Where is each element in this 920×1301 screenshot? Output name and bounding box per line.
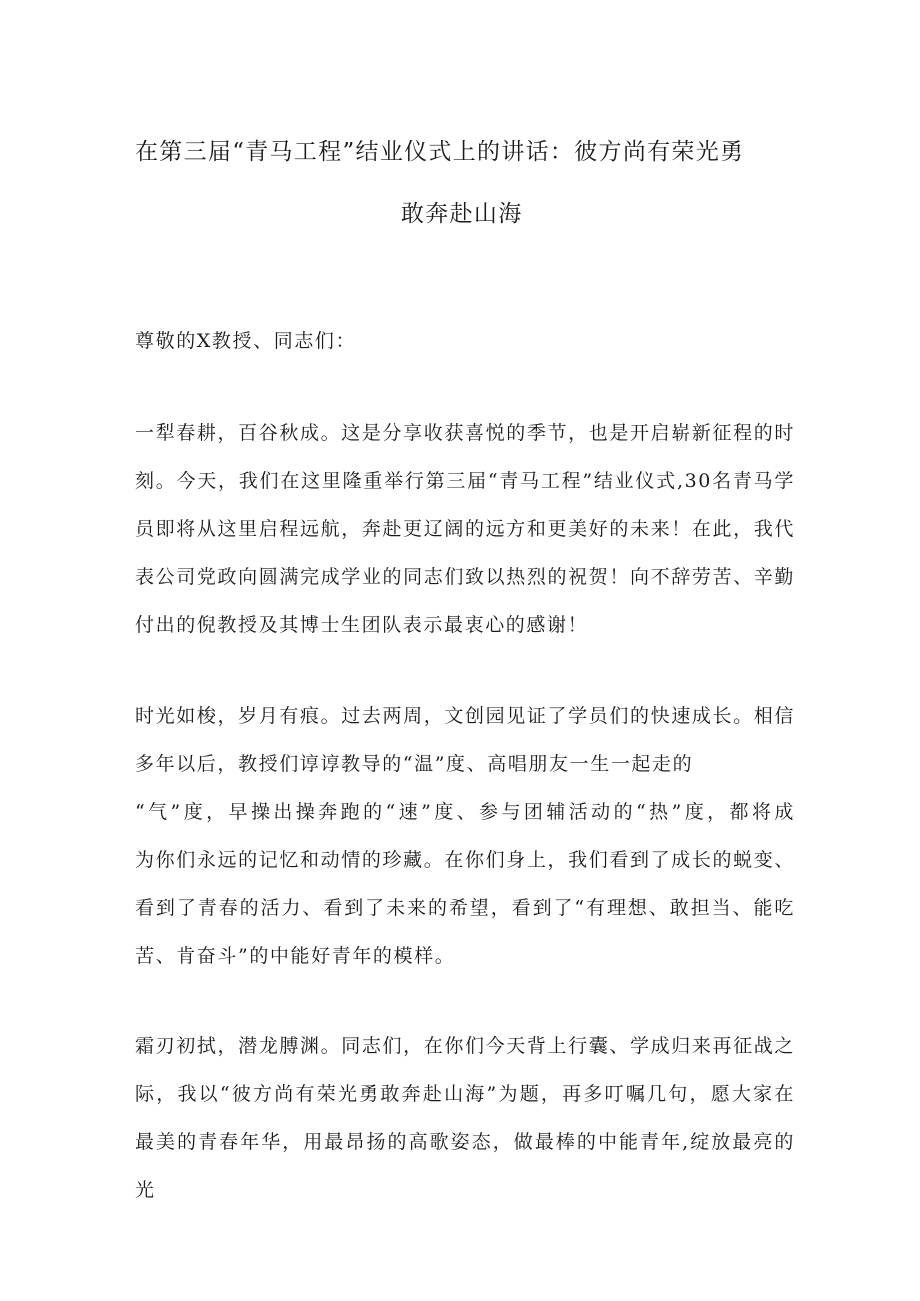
paragraph-line: 付出的倪教授及其博士生团队表示最衷心的感谢！ [135, 614, 589, 636]
paragraph-1 [135, 409, 795, 649]
paragraph-line: 最美的青春年华，用最昂扬的高歌姿态，做最棒的中能青年,绽放最亮的光 [135, 1131, 795, 1201]
paragraph-line: 多年以后，教授们谆谆教导的“温”度、高唱朋友一生一起走的 [135, 753, 694, 775]
paragraph-line: 员即将从这里启程远航，奔赴更辽阔的远方和更美好的未来！在此，我代 [135, 518, 795, 540]
paragraph-2 [135, 692, 795, 980]
paragraph-line: 际，我以“彼方尚有荣光勇敢奔赴山海”为题，再多叮嘱几句，愿大家在 [135, 1083, 795, 1105]
document-title-line-1: 在第三届“青马工程”结业仪式上的讲话：彼方尚有荣光勇 [135, 139, 745, 165]
paragraph-3 [135, 1022, 795, 1201]
paragraph-line: 一犁春耕，百谷秋成。这是分享收获喜悦的季节，也是开启崭新征程的时 [135, 422, 795, 444]
salutation-text: 尊敬的X教授、同志们： [135, 330, 357, 352]
paragraph-line: “气”度，早操出操奔跑的“速”度、参与团辅活动的“热”度，都将成 [135, 801, 795, 823]
salutation [135, 317, 795, 365]
paragraph-line: 为你们永远的记忆和动情的珍藏。在你们身上，我们看到了成长的蜕变、 [135, 849, 795, 871]
paragraph-line: 看到了青春的活力、看到了未来的希望，看到了“有理想、敢担当、能吃 [135, 897, 795, 919]
paragraph-line: 时光如梭，岁月有痕。过去两周，文创园见证了学员们的快速成长。相信 [135, 705, 795, 727]
paragraph-line: 苦、肯奋斗”的中能好青年的模样。 [135, 945, 456, 967]
document-title-line-2: 敢奔赴山海 [401, 201, 523, 227]
paragraph-line: 霜刃初拭，潜龙膊渊。同志们，在你们今天背上行囊、学成归来再征战之 [135, 1035, 795, 1057]
paragraph-line: 刻。今天，我们在这里隆重举行第三届“青马工程”结业仪式,30名青马学 [135, 470, 795, 492]
paragraph-line: 表公司党政向圆满完成学业的同志们致以热烈的祝贺！向不辞劳苦、辛勤 [135, 566, 795, 588]
